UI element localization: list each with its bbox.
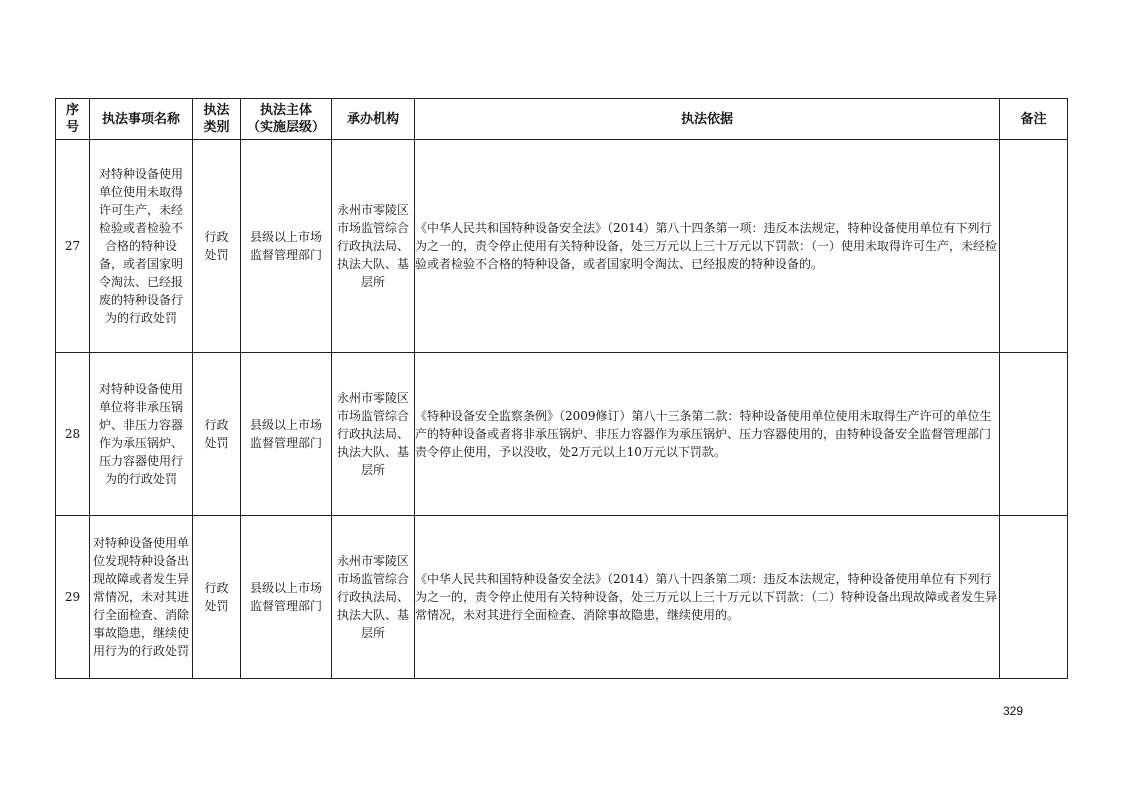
row-subject: 县级以上市场监督管理部门 (241, 140, 332, 353)
row-agency: 永州市零陵区市场监管综合行政执法局、执法大队、基层所 (332, 353, 415, 516)
row-remark (1000, 353, 1068, 516)
row-agency: 永州市零陵区市场监管综合行政执法局、执法大队、基层所 (332, 516, 415, 679)
row-basis: 《中华人民共和国特种设备安全法》（2014）第八十四条第二项：违反本法规定，特种设备使用单位有下列行为之一的，责令停止使用有关特种设备，处三万元以上三十万元以下罚款：（二）特种设备出现故障或者发生异常情况，未对其进行全面检查、消除事故隐患，继续使用的。 (415, 516, 1000, 679)
row-index: 29 (56, 516, 90, 679)
header-subject (241, 99, 332, 140)
row-index: 27 (56, 140, 90, 353)
row-index: 28 (56, 353, 90, 516)
row-remark (1000, 516, 1068, 679)
row-subject: 县级以上市场监督管理部门 (241, 516, 332, 679)
row-name: 对特种设备使用单位将非承压锅炉、非压力容器作为承压锅炉、压力容器使用行为的行政处罚 (90, 353, 193, 516)
table-row (56, 516, 1068, 679)
enforcement-table (55, 98, 1068, 679)
row-basis: 《特种设备安全监察条例》（2009修订）第八十三条第二款：特种设备使用单位使用未取得生产许可的单位生产的特种设备或者将非承压锅炉、非压力容器作为承压锅炉、压力容器使用的，由特种设备安全监督管理部门责令停止使用，予以没收，处2万元以上10万元以下罚款。 (415, 353, 1000, 516)
row-subject: 县级以上市场监督管理部门 (241, 353, 332, 516)
row-name: 对特种设备使用单位发现特种设备出现故障或者发生异常情况，未对其进行全面检查、消除事故隐患，继续使用行为的行政处罚 (90, 516, 193, 679)
row-type: 行政处罚 (193, 353, 241, 516)
row-agency: 永州市零陵区市场监管综合行政执法局、执法大队、基层所 (332, 140, 415, 353)
header-subject-line2: （实施层级） (246, 120, 325, 135)
header-basis: 执法依据 (415, 99, 1000, 140)
row-basis: 《中华人民共和国特种设备安全法》（2014）第八十四条第一项：违反本法规定，特种设备使用单位有下列行为之一的，责令停止使用有关特种设备，处三万元以上三十万元以下罚款：（一）使用未取得许可生产，未经检验或者检验不合格的特种设备，或者国家明令淘汰、已经报废的特种设备的。 (415, 140, 1000, 353)
header-name: 执法事项名称 (90, 99, 193, 140)
table-row (56, 353, 1068, 516)
row-remark (1000, 140, 1068, 353)
row-type: 行政处罚 (193, 140, 241, 353)
table-row (56, 140, 1068, 353)
table-header-row (56, 99, 1068, 140)
page-number: 329 (1003, 704, 1024, 718)
row-name: 对特种设备使用单位使用未取得许可生产，未经检验或者检验不合格的特种设备，或者国家明令淘汰、已经报废的特种设备行为的行政处罚 (90, 140, 193, 353)
header-index: 序号 (56, 99, 90, 140)
header-remark: 备注 (1000, 99, 1068, 140)
row-type: 行政处罚 (193, 516, 241, 679)
header-agency: 承办机构 (332, 99, 415, 140)
header-type: 执法类别 (193, 99, 241, 140)
header-subject-line1: 执法主体 (259, 103, 312, 118)
